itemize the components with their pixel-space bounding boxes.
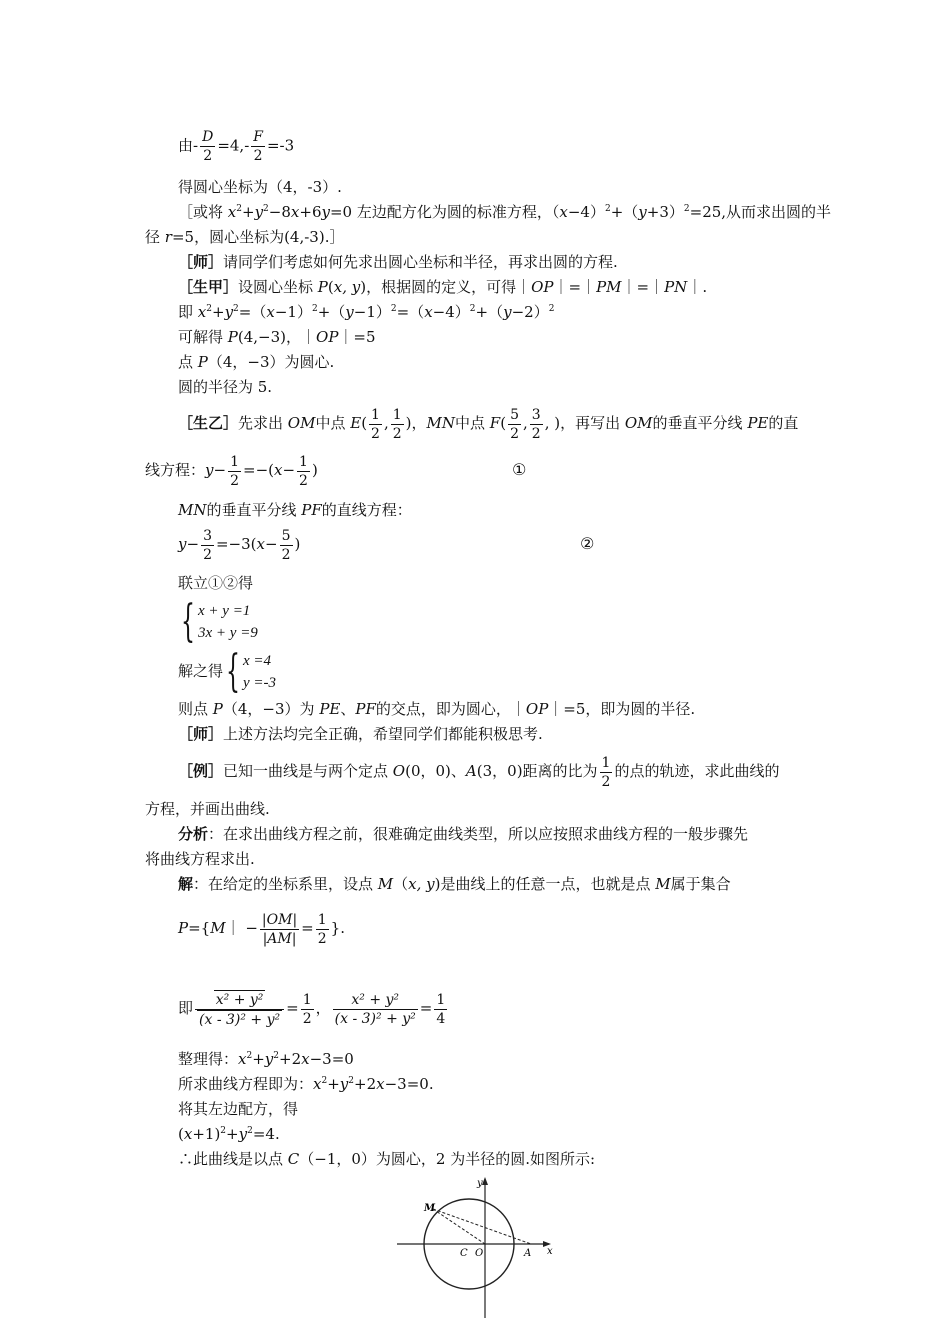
line-complete-square: 将其左边配方，得 bbox=[178, 1100, 299, 1118]
line-mn-bisector: MN的垂直平分线 PF的直线方程： bbox=[178, 501, 412, 519]
line-set-p: P={M｜ − $\frac{|OM|}{|AM|}$ = $\frac{1}{2}$ }. bbox=[178, 911, 345, 947]
line-radius-5: 圆的半径为 5. bbox=[178, 378, 273, 396]
line-example: ［例］已知一曲线是与两个定点 O(0，0)、A(3，0)距离的比为 $\frac{1}{2}$ 的点的轨迹，求此曲线的 bbox=[178, 754, 780, 790]
line-analysis-cont: 将曲线方程求出. bbox=[145, 850, 255, 868]
equation-marker-1: ① bbox=[512, 460, 527, 479]
line-curve-equation: 所求曲线方程即为：$x^2+y^2+2x-3=0$. bbox=[178, 1075, 434, 1093]
equation-marker-2: ② bbox=[580, 534, 595, 553]
line-combine: 联立①②得 bbox=[178, 574, 254, 592]
line-solve-p: 可解得 P(4,−3)，｜OP｜=5 bbox=[178, 328, 376, 346]
line-solution: 解：在给定的坐标系里，设点 M（x, y)是曲线上的任意一点，也就是点 M属于集合 bbox=[178, 875, 731, 893]
line-alt-method: ［或将 $x^2+y^2-8x+6y=0$ 左边配方化为圆的标准方程，$(x-4)^2+(y+3)^2=25$,从而求出圆的半 bbox=[178, 203, 832, 221]
point-a-label: A bbox=[524, 1248, 532, 1259]
line-standard-form: $(x+1)^2+y^2=4$. bbox=[178, 1125, 280, 1143]
point-c-label: C bbox=[460, 1248, 468, 1259]
system-solution: 解之得{ x =4 y =-3 bbox=[178, 646, 277, 697]
line-student-b: ［生乙］先求出 OM中点 E( $\frac{1}{2}$ , $\frac{1}{2}$ )，MN中点 F( $\frac{5}{2}$ , $\frac{3}{2}$ , )，再写出 OM的垂直平分线 PE的直 bbox=[178, 406, 799, 442]
line-teacher-2: ［师］上述方法均完全正确，希望同学们都能积极思考. bbox=[178, 725, 543, 743]
line-pf-equation: y− $\frac{3}{2}$ =−3(x− $\frac{5}{2}$ ) bbox=[178, 527, 301, 563]
line-conclusion-b: 则点 P（4，−3）为 PE、PF的交点，即为圆心，｜OP｜=5，即为圆的半径. bbox=[178, 700, 696, 718]
line-radius-result: 径 r=5，圆心坐标为(4,-3).］ bbox=[145, 228, 345, 246]
line-analysis: 分析：在求出曲线方程之前，很难确定曲线类型，所以应按照求曲线方程的一般步骤先 bbox=[178, 825, 749, 843]
line-center-coords: 得圆心坐标为（4，-3）. bbox=[178, 178, 342, 196]
point-o-label: O bbox=[475, 1248, 484, 1259]
line-pe-equation: 线方程：y− $\frac{1}{2}$ =−(x− $\frac{1}{2}$ ) bbox=[145, 453, 318, 489]
line-distance-equation: 即 $x^2+y^2=(x-1)^2+(y-1)^2=(x-4)^2+(y-2)^2$ bbox=[178, 303, 555, 321]
x-axis-label: x bbox=[547, 1246, 553, 1257]
line-p-center: 点 P（4，−3）为圆心. bbox=[178, 353, 335, 371]
line-center-derivation: 由- $\frac{D}{2}$ =4,- $\frac{F}{2}$ =-3 bbox=[178, 129, 295, 164]
y-axis-label: y bbox=[477, 1178, 483, 1189]
line-ratio-equation: 即 $\frac{\text{x² + y²}}{\text{(x - 3)² + y²}}$ = $\frac{1}{2}$ ， $\frac{\text{x² + y²}}{\text{(x - 3)² + y²}}$ = $\frac{1}{4}$ bbox=[178, 991, 446, 1028]
line-student-a: ［生甲］设圆心坐标 P(x, y)，根据圆的定义，可得｜OP｜=｜PM｜=｜PN｜. bbox=[178, 278, 708, 296]
line-final-conclusion: ∴此曲线是以点 C（−1，0）为圆心，2 为半径的圆.如图所示: bbox=[178, 1150, 596, 1168]
system-of-equations: { x + y =1 3x + y =9 bbox=[181, 596, 258, 647]
line-simplify: 整理得：$x^2+y^2+2x-3=0$ bbox=[178, 1050, 354, 1068]
line-example-cont: 方程，并画出曲线. bbox=[145, 800, 270, 818]
point-m-label: M bbox=[424, 1203, 436, 1214]
line-teacher-1: ［师］请同学们考虑如何先求出圆心坐标和半径，再求出圆的方程. bbox=[178, 253, 618, 271]
circle-figure bbox=[391, 1174, 559, 1320]
figure-frame bbox=[391, 1174, 559, 1320]
